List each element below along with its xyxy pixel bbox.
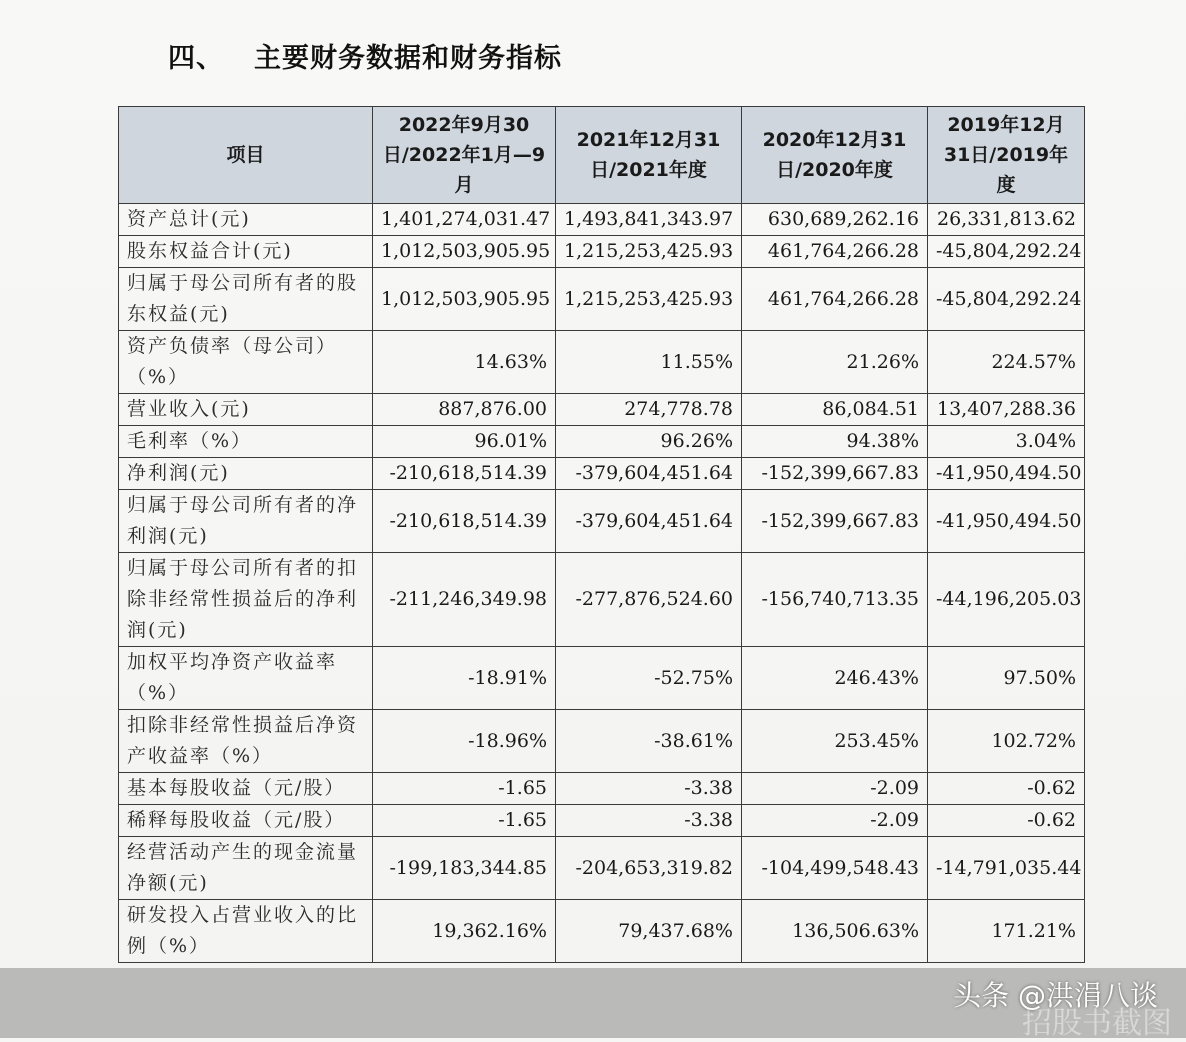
- row-value: -3.38: [556, 805, 742, 837]
- row-label: 股东权益合计(元): [119, 236, 373, 268]
- row-value: -38.61%: [556, 710, 742, 773]
- column-header-item: 项目: [119, 107, 373, 204]
- row-value: 171.21%: [928, 900, 1085, 963]
- row-label: 归属于母公司所有者的扣除非经常性损益后的净利润(元): [119, 553, 373, 647]
- row-value: -45,804,292.24: [928, 268, 1085, 331]
- column-header-2019: 2019年12月31日/2019年度: [928, 107, 1085, 204]
- row-value: 461,764,266.28: [742, 268, 928, 331]
- row-value: 1,401,274,031.47: [373, 204, 556, 236]
- row-label: 加权平均净资产收益率（%）: [119, 647, 373, 710]
- table-row: [119, 710, 1085, 773]
- table-row: [119, 773, 1085, 805]
- row-value: -0.62: [928, 773, 1085, 805]
- row-value: -2.09: [742, 805, 928, 837]
- row-value: -204,653,319.82: [556, 837, 742, 900]
- table-row: [119, 426, 1085, 458]
- row-value: -3.38: [556, 773, 742, 805]
- row-label: 研发投入占营业收入的比例（%）: [119, 900, 373, 963]
- table-row: [119, 394, 1085, 426]
- row-label: 经营活动产生的现金流量净额(元): [119, 837, 373, 900]
- row-label: 归属于母公司所有者的股东权益(元): [119, 268, 373, 331]
- row-value: 887,876.00: [373, 394, 556, 426]
- row-label: 营业收入(元): [119, 394, 373, 426]
- row-label: 基本每股收益（元/股）: [119, 773, 373, 805]
- row-value: 1,012,503,905.95: [373, 236, 556, 268]
- row-value: 461,764,266.28: [742, 236, 928, 268]
- row-value: 102.72%: [928, 710, 1085, 773]
- column-header-2022: 2022年9月30日/2022年1月—9月: [373, 107, 556, 204]
- row-value: 97.50%: [928, 647, 1085, 710]
- row-value: -277,876,524.60: [556, 553, 742, 647]
- row-value: -104,499,548.43: [742, 837, 928, 900]
- financial-data-table: [118, 106, 1085, 963]
- section-number: 四、: [168, 43, 224, 74]
- row-value: 136,506.63%: [742, 900, 928, 963]
- row-label: 净利润(元): [119, 458, 373, 490]
- section-heading: [168, 36, 562, 75]
- row-value: 3.04%: [928, 426, 1085, 458]
- row-value: 96.01%: [373, 426, 556, 458]
- row-value: -379,604,451.64: [556, 458, 742, 490]
- row-value: -152,399,667.83: [742, 458, 928, 490]
- row-value: 13,407,288.36: [928, 394, 1085, 426]
- row-value: 274,778.78: [556, 394, 742, 426]
- row-value: -210,618,514.39: [373, 458, 556, 490]
- row-label: 稀释每股收益（元/股）: [119, 805, 373, 837]
- row-value: -45,804,292.24: [928, 236, 1085, 268]
- column-header-2021: 2021年12月31日/2021年度: [556, 107, 742, 204]
- table-body: [119, 204, 1085, 963]
- row-value: -152,399,667.83: [742, 490, 928, 553]
- row-value: -44,196,205.03: [928, 553, 1085, 647]
- watermark-text: 头条 @洪涓八谈: [953, 979, 1158, 1012]
- row-value: -18.91%: [373, 647, 556, 710]
- row-value: 1,493,841,343.97: [556, 204, 742, 236]
- row-label: 归属于母公司所有者的净利润(元): [119, 490, 373, 553]
- row-value: -14,791,035.44: [928, 837, 1085, 900]
- row-value: -199,183,344.85: [373, 837, 556, 900]
- row-value: 94.38%: [742, 426, 928, 458]
- row-value: 96.26%: [556, 426, 742, 458]
- row-value: 11.55%: [556, 331, 742, 394]
- row-value: -156,740,713.35: [742, 553, 928, 647]
- row-value: 1,012,503,905.95: [373, 268, 556, 331]
- section-title: 主要财务数据和财务指标: [254, 43, 562, 74]
- row-value: -2.09: [742, 773, 928, 805]
- row-value: -211,246,349.98: [373, 553, 556, 647]
- table-row: [119, 458, 1085, 490]
- row-label: 资产总计(元): [119, 204, 373, 236]
- row-value: 21.26%: [742, 331, 928, 394]
- row-value: 246.43%: [742, 647, 928, 710]
- row-value: 1,215,253,425.93: [556, 268, 742, 331]
- row-value: -18.96%: [373, 710, 556, 773]
- row-value: 19,362.16%: [373, 900, 556, 963]
- row-label: 毛利率（%）: [119, 426, 373, 458]
- row-value: 86,084.51: [742, 394, 928, 426]
- row-value: -0.62: [928, 805, 1085, 837]
- table-row: [119, 204, 1085, 236]
- table-row: [119, 236, 1085, 268]
- row-value: 630,689,262.16: [742, 204, 928, 236]
- table-row: [119, 900, 1085, 963]
- row-value: 1,215,253,425.93: [556, 236, 742, 268]
- row-value: -41,950,494.50: [928, 490, 1085, 553]
- table-row: [119, 647, 1085, 710]
- row-value: -379,604,451.64: [556, 490, 742, 553]
- row-value: -52.75%: [556, 647, 742, 710]
- table-row: [119, 331, 1085, 394]
- row-value: -1.65: [373, 773, 556, 805]
- table-header-row: [119, 107, 1085, 204]
- table-row: [119, 490, 1085, 553]
- table-row: [119, 837, 1085, 900]
- row-label: 扣除非经常性损益后净资产收益率（%）: [119, 710, 373, 773]
- table-row: [119, 805, 1085, 837]
- table-row: [119, 553, 1085, 647]
- table-row: [119, 268, 1085, 331]
- row-value: 79,437.68%: [556, 900, 742, 963]
- row-value: -1.65: [373, 805, 556, 837]
- watermark-subtext: 招股书截图: [1022, 1006, 1172, 1041]
- row-value: 253.45%: [742, 710, 928, 773]
- row-label: 资产负债率（母公司）（%）: [119, 331, 373, 394]
- column-header-2020: 2020年12月31日/2020年度: [742, 107, 928, 204]
- row-value: 224.57%: [928, 331, 1085, 394]
- row-value: 26,331,813.62: [928, 204, 1085, 236]
- row-value: -210,618,514.39: [373, 490, 556, 553]
- row-value: 14.63%: [373, 331, 556, 394]
- row-value: -41,950,494.50: [928, 458, 1085, 490]
